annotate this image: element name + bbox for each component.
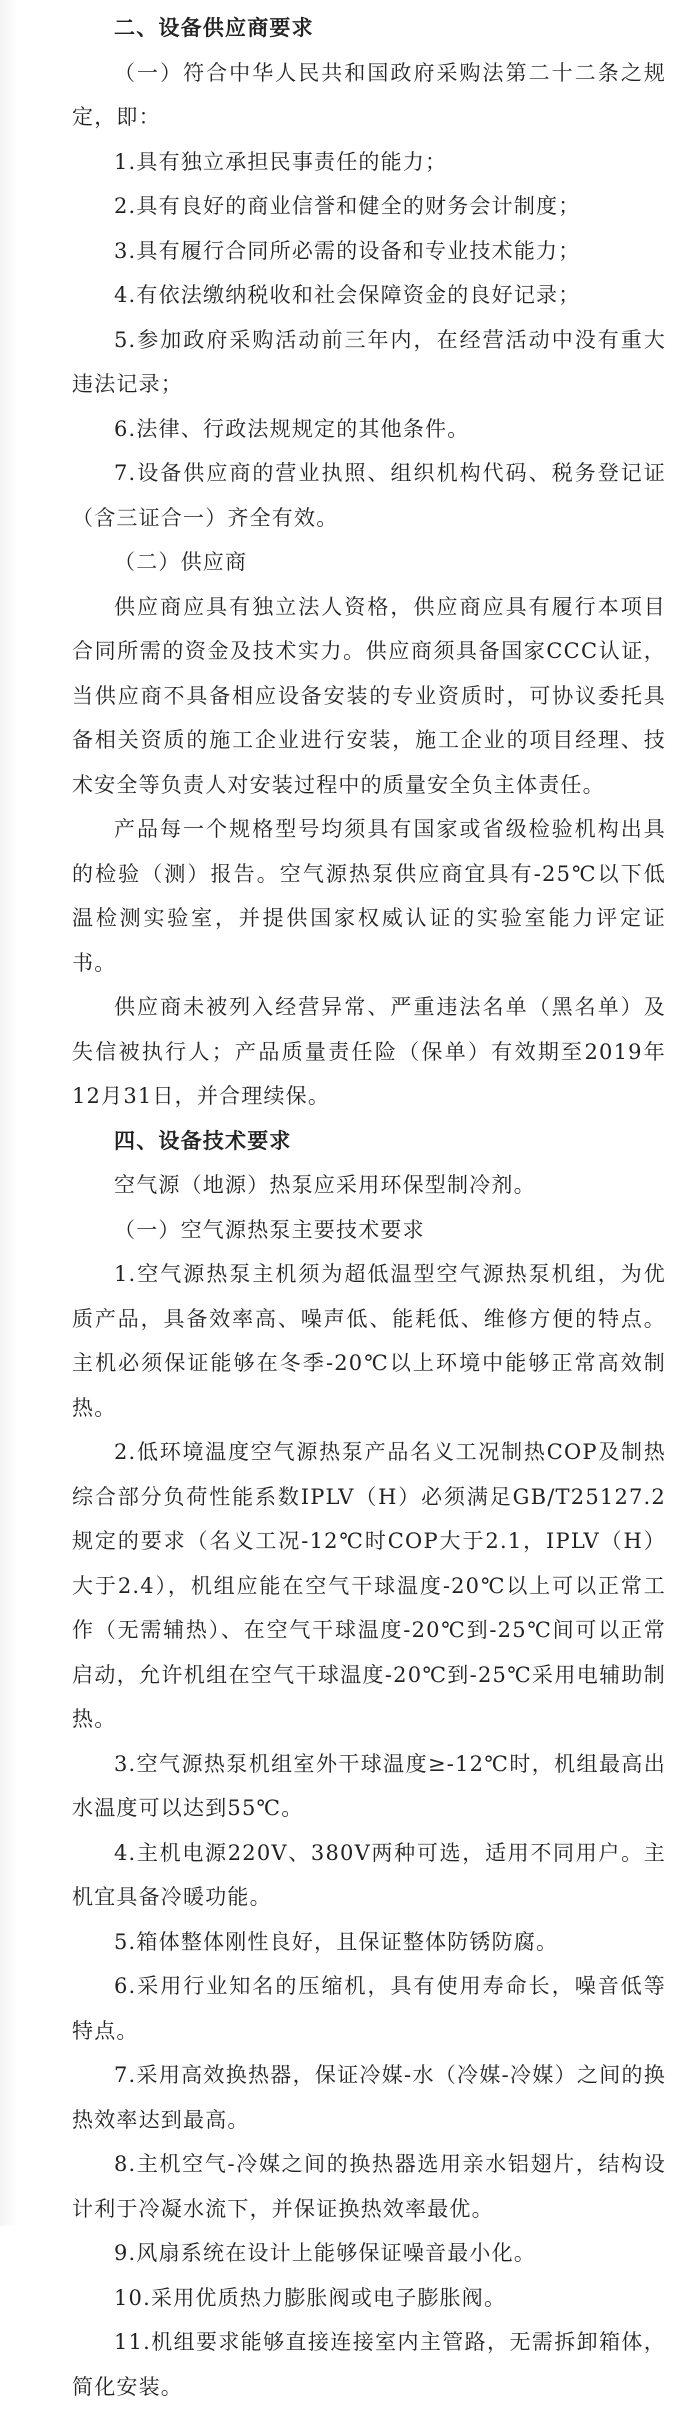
subheading-heat-pump-requirements: （一）空气源热泵主要技术要求: [114, 1217, 425, 1242]
list-item-3: 3.具有履行合同所必需的设备和专业技术能力；: [114, 238, 581, 263]
tech-item-11: 11.机组要求能够直接连接室内主管路，无需拆卸箱体，简化安装。: [72, 2330, 666, 2399]
tech-item-10: 10.采用优质热力膨胀阀或电子膨胀阀。: [114, 2285, 507, 2310]
list-item-1: 1.具有独立承担民事责任的能力；: [114, 149, 448, 174]
list-item-7: 7.设备供应商的营业执照、组织机构代码、税务登记证（含三证合一）齐全有效。: [72, 461, 666, 530]
paragraph-inspection-report: 产品每一个规格型号均须具有国家或省级检验机构出具的检验（测）报告。空气源热泵供应商宜具有-25℃以下低温检测实验室，并提供国家权威认证的实验室能力评定证书。: [72, 817, 666, 975]
list-item-4: 4.有依法缴纳税收和社会保障资金的良好记录；: [114, 283, 581, 307]
tech-item-9: 9.风扇系统在设计上能够保证噪音最小化。: [114, 2241, 537, 2265]
list-item-2: 2.具有良好的商业信誉和健全的财务会计制度；: [114, 194, 581, 218]
tech-item-1: 1.空气源热泵主机须为超低温型空气源热泵机组，为优质产品，具备效率高、噪声低、能耗低、维修方便的特点。主机必须保证能够在冬季-20℃以上环境中能够正常高效制热。: [72, 1262, 666, 1420]
paragraph-supplier-qualification: 供应商应具有独立法人资格，供应商应具有履行本项目合同所需的资金及技术实力。供应商须具备国家CCC认证，当供应商不具备相应设备安装的专业资质时，可协议委托具备相关资质的施工企业进行安装，施工企业的项目经理、技术安全等负责人对安装过程中的质量安全负主体责任。: [72, 594, 666, 797]
clause-procurement-law: （一）符合中华人民共和国政府采购法第二十二条之规定，即：: [72, 60, 666, 129]
section-heading-technical-requirements: 四、设备技术要求: [114, 1127, 292, 1153]
tech-item-3: 3.空气源热泵机组室外干球温度≥-12℃时，机组最高出水温度可以达到55℃。: [72, 1751, 666, 1820]
tech-item-8: 8.主机空气-冷媒之间的换热器选用亲水铝翅片，结构设计利于冷凝水流下，并保证换热效率最优。: [72, 2152, 666, 2221]
tech-item-6: 6.采用行业知名的压缩机，具有使用寿命长，噪音低等特点。: [72, 1974, 666, 2043]
tech-item-4: 4.主机电源220V、380V两种可选，适用不同用户。主机宜具备冷暖功能。: [72, 1840, 666, 1909]
paragraph-blacklist-insurance: 供应商未被列入经营异常、严重违法名单（黑名单）及失信被执行人；产品质量责任险（保单）有效期至2019年12月31日，并合理续保。: [72, 995, 666, 1108]
section-heading-supplier-requirements: 二、设备供应商要求: [114, 15, 314, 40]
tech-item-2: 2.低环境温度空气源热泵产品名义工况制热COP及制热综合部分负荷性能系数IPLV（H）必须满足GB/T25127.2规定的要求（名义工况-12℃时COP大于2.1，IPLV（H）大于2.4），机组应能在空气干球温度-20℃以上可以正常工作（无需辅热）、在空气干球温度-20℃到-25℃间可以正常启动，允许机组在空气干球温度-20℃到-25℃采用电辅助制热。: [72, 1440, 666, 1731]
list-item-6: 6.法律、行政法规规定的其他条件。: [114, 416, 470, 441]
paragraph-refrigerant: 空气源（地源）热泵应采用环保型制冷剂。: [114, 1173, 536, 1197]
tech-item-5: 5.箱体整体刚性良好，且保证整体防锈防腐。: [114, 1929, 559, 1954]
subheading-supplier: （二）供应商: [114, 550, 248, 574]
tech-item-7: 7.采用高效换热器，保证冷媒-水（冷媒-冷媒）之间的换热效率达到最高。: [72, 2063, 666, 2132]
scan-edge-shadow: [0, 0, 18, 2226]
list-item-5: 5.参加政府采购活动前三年内，在经营活动中没有重大违法记录；: [72, 327, 666, 396]
